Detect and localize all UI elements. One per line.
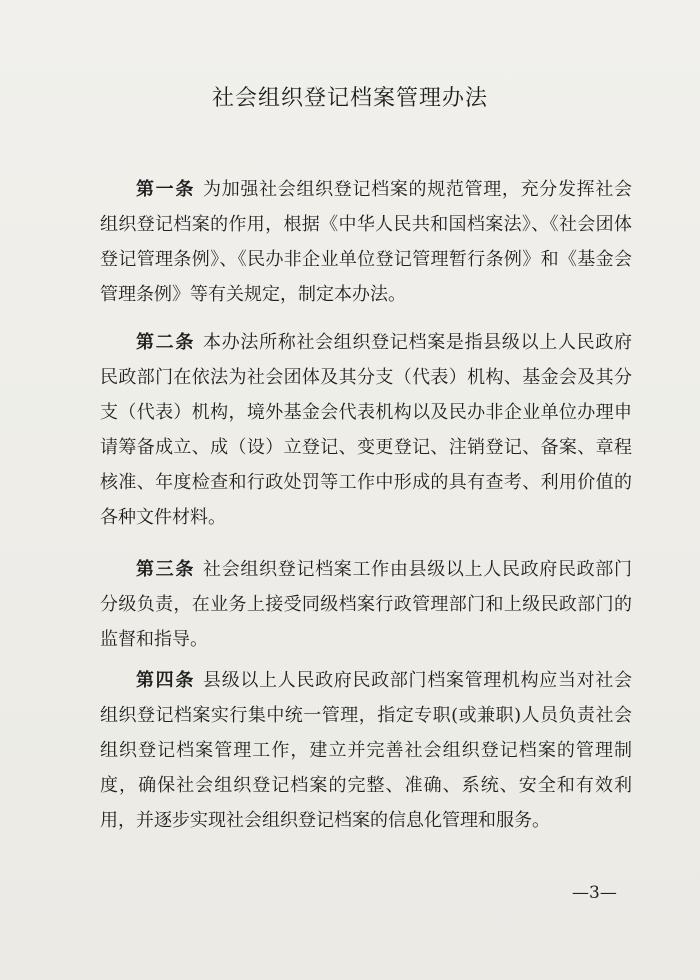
article-text: 为加强社会组织登记档案的规范管理，充分发挥社会组织登记档案的作用，根据《中华人民共和国档案法》、《社会团体登记管理条例》、《民办非企业单位登记管理暂行条例》和《基金会管理条例》等有关规定，制定本办法。 bbox=[100, 179, 633, 305]
page-number: —3— bbox=[572, 883, 617, 903]
article-label: 第一条 bbox=[136, 179, 196, 200]
article-text: 社会组织登记档案工作由县级以上人民政府民政部门分级负责，在业务上接受同级档案行政管理部门和上级民政部门的监督和指导。 bbox=[100, 559, 633, 650]
article-label: 第二条 bbox=[136, 332, 196, 353]
article-paragraph bbox=[100, 663, 632, 838]
document-title: 社会组织登记档案管理办法 bbox=[211, 86, 488, 111]
article-text: 本办法所称社会组织登记档案是指县级以上人民政府民政部门在依法为社会团体及其分支（代表）机构、基金会及其分支（代表）机构，境外基金会代表机构以及民办非企业单位办理申请筹备成立、成（设）立登记、变更登记、注销登记、备案、章程核准、年度检查和行政处罚等工作中形成的具有查考、利用价值的各种文件材料。 bbox=[100, 332, 633, 528]
article-paragraph bbox=[100, 552, 632, 657]
article-text: 县级以上人民政府民政部门档案管理机构应当对社会组织登记档案实行集中统一管理，指定专职(或兼职)人员负责社会组织登记档案管理工作，建立并完善社会组织登记档案的管理制度，确保社会组织登记档案的完整、准确、系统、安全和有效利用，并逐步实现社会组织登记档案的信息化管理和服务。 bbox=[100, 670, 633, 831]
article-label: 第四条 bbox=[136, 670, 196, 691]
article-paragraph bbox=[100, 172, 632, 312]
article-paragraph bbox=[100, 325, 632, 535]
article-label: 第三条 bbox=[136, 559, 196, 580]
